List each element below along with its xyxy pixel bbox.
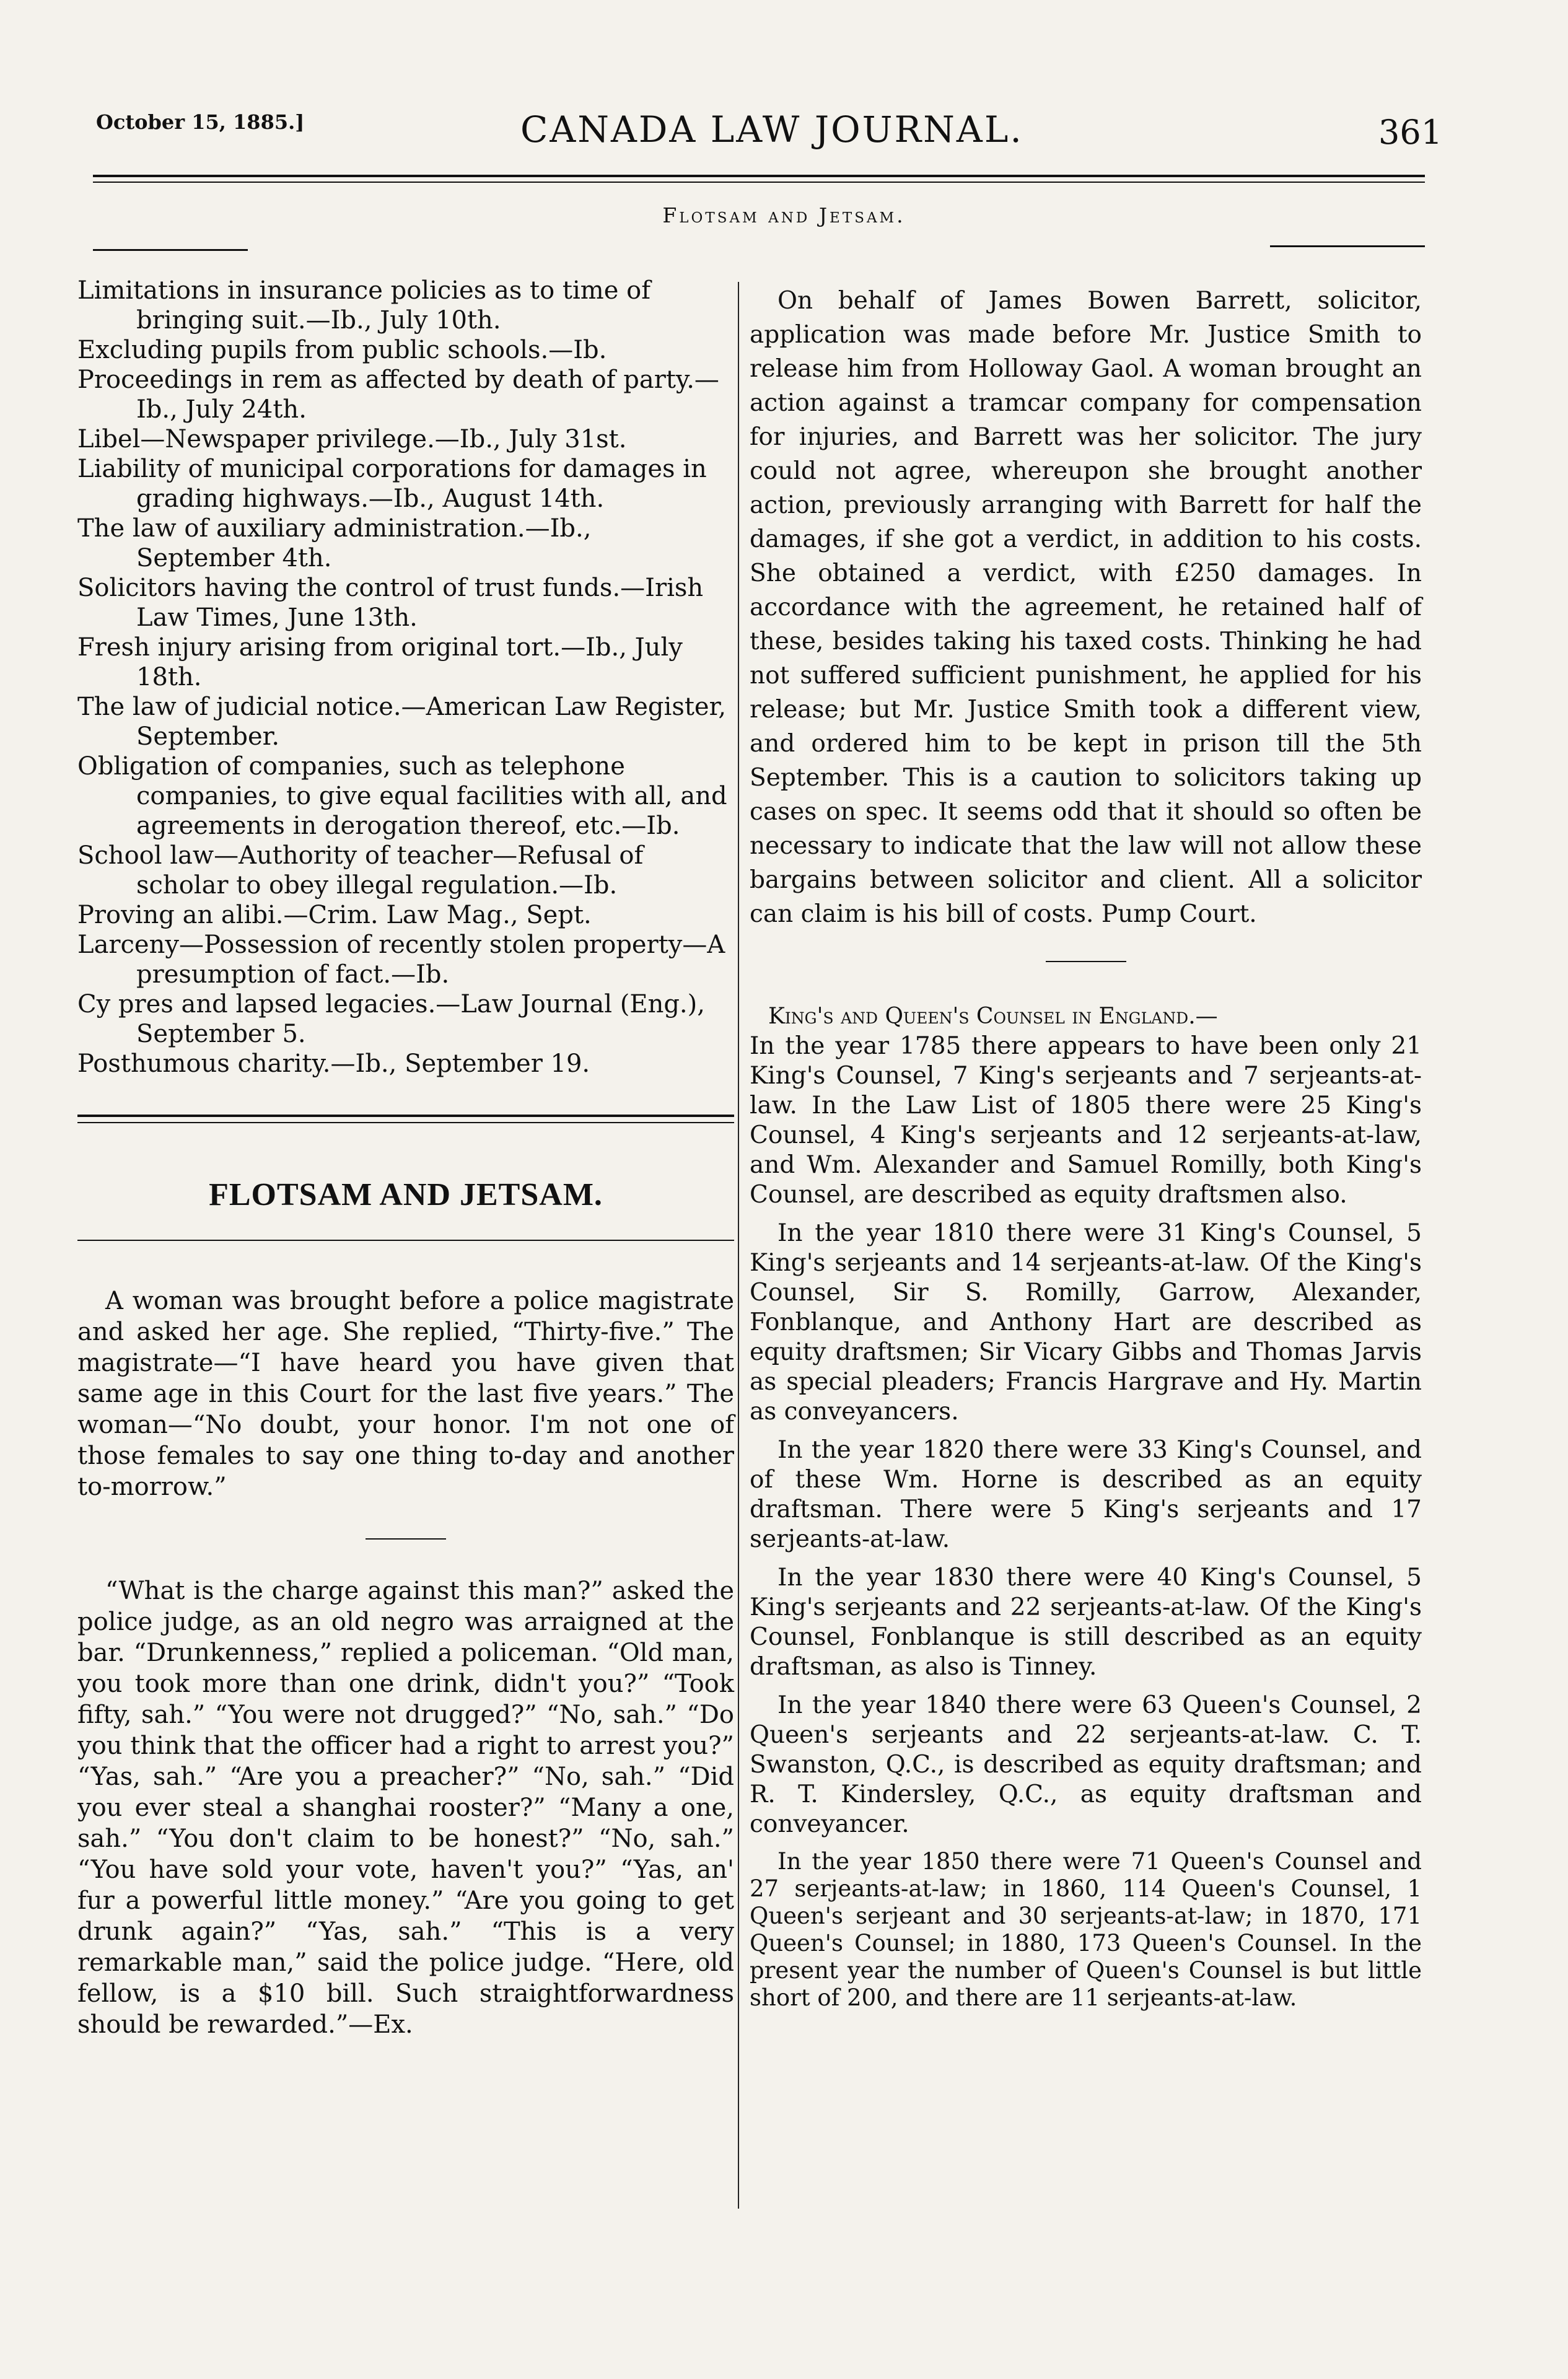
- header-rule-bottom: [93, 182, 1425, 183]
- section-title: FLOTSAM AND JETSAM.: [209, 1177, 603, 1212]
- running-head-rule-left: [93, 249, 248, 251]
- reference-item: Solicitors having the control of trust funds.—Irish Law Times, June 13th.: [77, 574, 704, 632]
- reference-item: The law of judicial notice.—American Law Register, September.: [77, 693, 727, 751]
- reference-item: Cy pres and lapsed legacies.—Law Journal (Eng.), September 5.: [77, 990, 705, 1048]
- barrett-paragraph: On behalf of James Bowen Barrett, solicitor, application was made before Mr. Justice Smith to release him from Holloway Gaol. A woman brought an action against a tramcar company for compensation for injuries, and Barrett was her solicitor. The jury could not agree, whereupon she brought another action, previously arranging with Barrett for half the damages, if she got a verdict, in addition to his costs. She obtained a verdict, with £250 damages. In accordance with the agreement, he retained half of these, besides taking his taxed costs. Thinking he had not suffered sufficient punishment, he applied for his release; but Mr. Justice Smith took a different view, and ordered him to be kept in prison till the 5th September. This is a caution to solicitors taking up cases on spec. It seems odd that it should so often be necessary to indicate that the law will not allow these bargains between solicitor and client. All a solicitor can claim is his bill of costs. Pump Court.: [750, 287, 1422, 928]
- journal-title: CANADA LAW JOURNAL.: [520, 108, 1023, 151]
- running-head-rule-right: [1270, 245, 1425, 247]
- reference-item: Larceny—Possession of recently stolen property—A presumption of fact.—Ib.: [77, 931, 725, 989]
- reference-item: Posthumous charity.—Ib., September 19.: [77, 1049, 590, 1078]
- counsel-paragraph: In the year 1830 there were 40 King's Counsel, 5 King's serjeants and 22 serjeants-at-law. Of the King's Counsel, Fonblanque is still described as an equity draftsman, as also is Tinney.: [750, 1564, 1422, 1681]
- reference-item: Limitations in insurance policies as to time of bringing suit.—Ib., July 10th.: [77, 276, 650, 335]
- reference-item: Fresh injury arising from original tort.—Ib., July 18th.: [77, 633, 683, 691]
- reference-item: The law of auxiliary administration.—Ib., September 4th.: [77, 514, 592, 572]
- issue-date: October 15, 1885.]: [96, 110, 305, 134]
- anecdote-paragraph: A woman was brought before a police magistrate and asked her age. She replied, “Thirty-five.” The magistrate—“I have heard you have given that same age in this Court for the last five years.” The woman—“No doubt, your honor. I'm not one of those females to say one thing to-day and another to-morrow.”: [77, 1287, 734, 1501]
- reference-item: Proceedings in rem as affected by death of party.—Ib., July 24th.: [77, 366, 719, 424]
- right-column: [750, 284, 1422, 2012]
- header-rule-top: [93, 175, 1425, 177]
- running-head: Flotsam and Jetsam.: [662, 203, 906, 227]
- counsel-paragraph: In the year 1850 there were 71 Queen's Counsel and 27 serjeants-at-law; in 1860, 114 Queen's Counsel, 1 Queen's serjeant and 30 serjeants-at-law; in 1870, 171 Queen's Counsel; in 1880, 173 Queen's Counsel. In the present year the number of Queen's Counsel is but little short of 200, and there are 11 serjeants-at-law.: [750, 1848, 1422, 2011]
- page-number: 361: [1378, 113, 1443, 152]
- section-rule-double: [77, 1115, 734, 1117]
- section-title-rule: [77, 1240, 734, 1241]
- reference-item: Liability of municipal corporations for damages in grading highways.—Ib., August 14th.: [77, 455, 707, 513]
- left-column: [77, 276, 734, 2040]
- reference-item: School law—Authority of teacher—Refusal of scholar to obey illegal regulation.—Ib.: [77, 841, 644, 900]
- counsel-heading: King's and Queen's Counsel in England.—: [768, 1004, 1218, 1029]
- article-separator: [1046, 961, 1126, 962]
- counsel-paragraph: In the year 1840 there were 63 Queen's Counsel, 2 Queen's serjeants and 22 serjeants-at-law. C. T. Swanston, Q.C., is described as equity draftsman; and R. T. Kindersley, Q.C., as equity draftsman and conveyancer.: [750, 1691, 1422, 1838]
- reference-item: Proving an alibi.—Crim. Law Mag., Sept.: [77, 901, 592, 929]
- anecdote-separator: [366, 1538, 446, 1540]
- anecdote-paragraph: “What is the charge against this man?” asked the police judge, as an old negro was arraigned at the bar. “Drunkenness,” replied a policeman. “Old man, you took more than one drink, didn't you?” “Took fifty, sah.” “You were not drugged?” “No, sah.” “Do you think that the officer had a right to arrest you?” “Yas, sah.” “Are you a preacher?” “No, sah.” “Did you ever steal a shanghai rooster?” “Many a one, sah.” “You don't claim to be honest?” “No, sah.” “You have sold your vote, haven't you?” “Yas, an' fur a powerful little money.” “Are you going to get drunk again?” “Yas, sah.” “This is a very remarkable man,” said the police judge. “Here, old fellow, is a $10 bill. Such straightforwardness should be rewarded.”—Ex.: [77, 1577, 734, 2039]
- section-rule-double-thin: [77, 1122, 734, 1123]
- counsel-paragraph: In the year 1785 there appears to have been only 21 King's Counsel, 7 King's serjeants and 7 serjeants-at-law. In the Law List of 1805 there were 25 King's Counsel, 4 King's serjeants and 12 serjeants-at-law, and Wm. Alexander and Samuel Romilly, both King's Counsel, are described as equity draftsmen also.: [750, 1032, 1422, 1209]
- reference-item: Excluding pupils from public schools.—Ib.: [77, 336, 607, 364]
- reference-item: Obligation of companies, such as telephone companies, to give equal facilities with all, and agreements in derogation thereof, etc.—Ib.: [77, 752, 727, 840]
- column-divider: [738, 282, 739, 2209]
- counsel-paragraph: In the year 1810 there were 31 King's Counsel, 5 King's serjeants and 14 serjeants-at-law. Of the King's Counsel, Sir S. Romilly, Garrow, Alexander, Fonblanque, and Anthony Hart are described as equity draftsmen; Sir Vicary Gibbs and Thomas Jarvis as special pleaders; Francis Hargrave and Hy. Martin as conveyancers.: [750, 1219, 1422, 1426]
- counsel-paragraph: In the year 1820 there were 33 King's Counsel, and of these Wm. Horne is described as an equity draftsman. There were 5 King's serjeants and 17 serjeants-at-law.: [750, 1436, 1422, 1553]
- reference-item: Libel—Newspaper privilege.—Ib., July 31st.: [77, 425, 627, 453]
